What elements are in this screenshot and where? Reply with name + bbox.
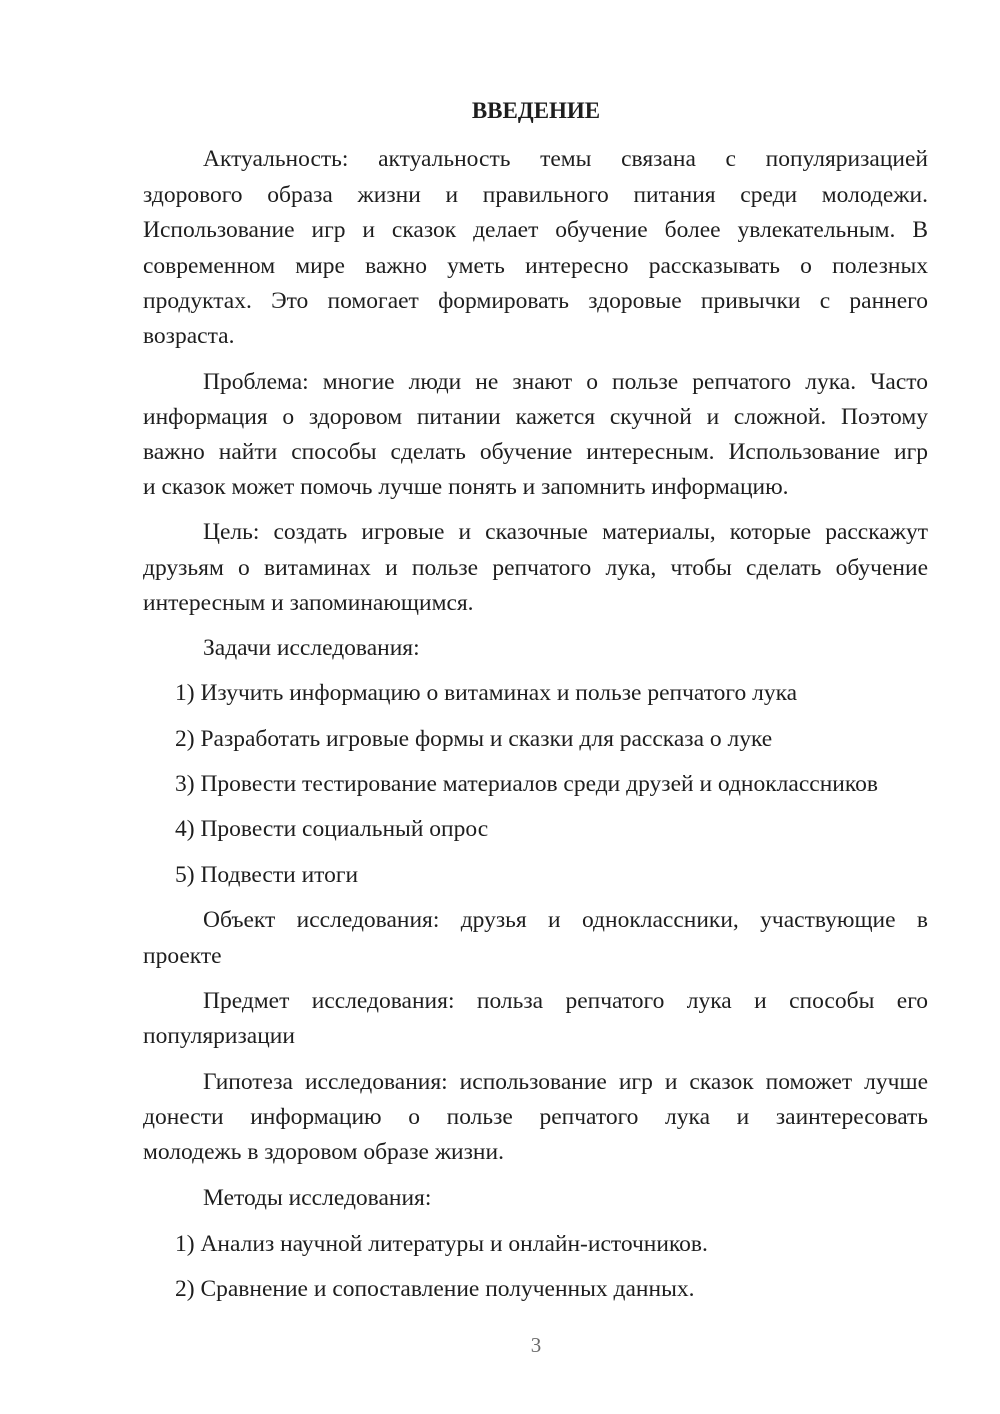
page-number: 3 (530, 1333, 542, 1357)
object-line: проекте (143, 943, 222, 969)
goal-line: Цель: создать игровые и сказочные материалы, которые расскажут (203, 519, 928, 545)
problem-line: информация о здоровом питании кажется скучной и сложной. Поэтому (143, 404, 928, 430)
problem-line: и сказок может помочь лучше понять и запомнить информацию. (143, 474, 789, 500)
relevance-line: современном мире важно уметь интересно рассказывать о полезных (143, 253, 928, 279)
page-title: ВВЕДЕНИЕ (471, 98, 601, 123)
hypothesis-line: Гипотеза исследования: использование игр и сказок поможет лучше (203, 1069, 928, 1095)
task-item: 3) Провести тестирование материалов среди друзей и одноклассников (175, 771, 878, 797)
relevance-line: Использование игр и сказок делает обучение более увлекательным. В (143, 217, 928, 243)
methods-heading: Методы исследования: (203, 1185, 432, 1211)
subject-line: Предмет исследования: польза репчатого лука и способы его (203, 988, 928, 1014)
subject-line: популяризации (143, 1023, 295, 1049)
problem-line: важно найти способы сделать обучение интересным. Использование игр (143, 439, 928, 465)
problem-line: Проблема: многие люди не знают о пользе репчатого лука. Часто (203, 369, 928, 395)
relevance-line: здорового образа жизни и правильного питания среди молодежи. (143, 182, 928, 208)
object-line: Объект исследования: друзья и одноклассники, участвующие в (203, 907, 928, 933)
task-item: 1) Изучить информацию о витаминах и пользе репчатого лука (175, 680, 798, 706)
relevance-line: возраста. (143, 323, 235, 349)
task-item: 5) Подвести итоги (175, 862, 359, 888)
method-item: 1) Анализ научной литературы и онлайн-источников. (175, 1231, 708, 1257)
goal-line: интересным и запоминающимся. (143, 590, 474, 616)
goal-line: друзьям о витаминах и пользе репчатого лука, чтобы сделать обучение (143, 555, 928, 581)
method-item: 2) Сравнение и сопоставление полученных данных. (175, 1276, 695, 1302)
hypothesis-line: молодежь в здоровом образе жизни. (143, 1139, 504, 1165)
relevance-line: продуктах. Это помогает формировать здоровые привычки с раннего (143, 288, 928, 314)
tasks-heading: Задачи исследования: (203, 635, 420, 661)
relevance-line: Актуальность: актуальность темы связана с популяризацией (203, 146, 928, 172)
task-item: 4) Провести социальный опрос (175, 816, 489, 842)
hypothesis-line: донести информацию о пользе репчатого лука и заинтересовать (143, 1104, 928, 1130)
task-item: 2) Разработать игровые формы и сказки для рассказа о луке (175, 726, 773, 752)
